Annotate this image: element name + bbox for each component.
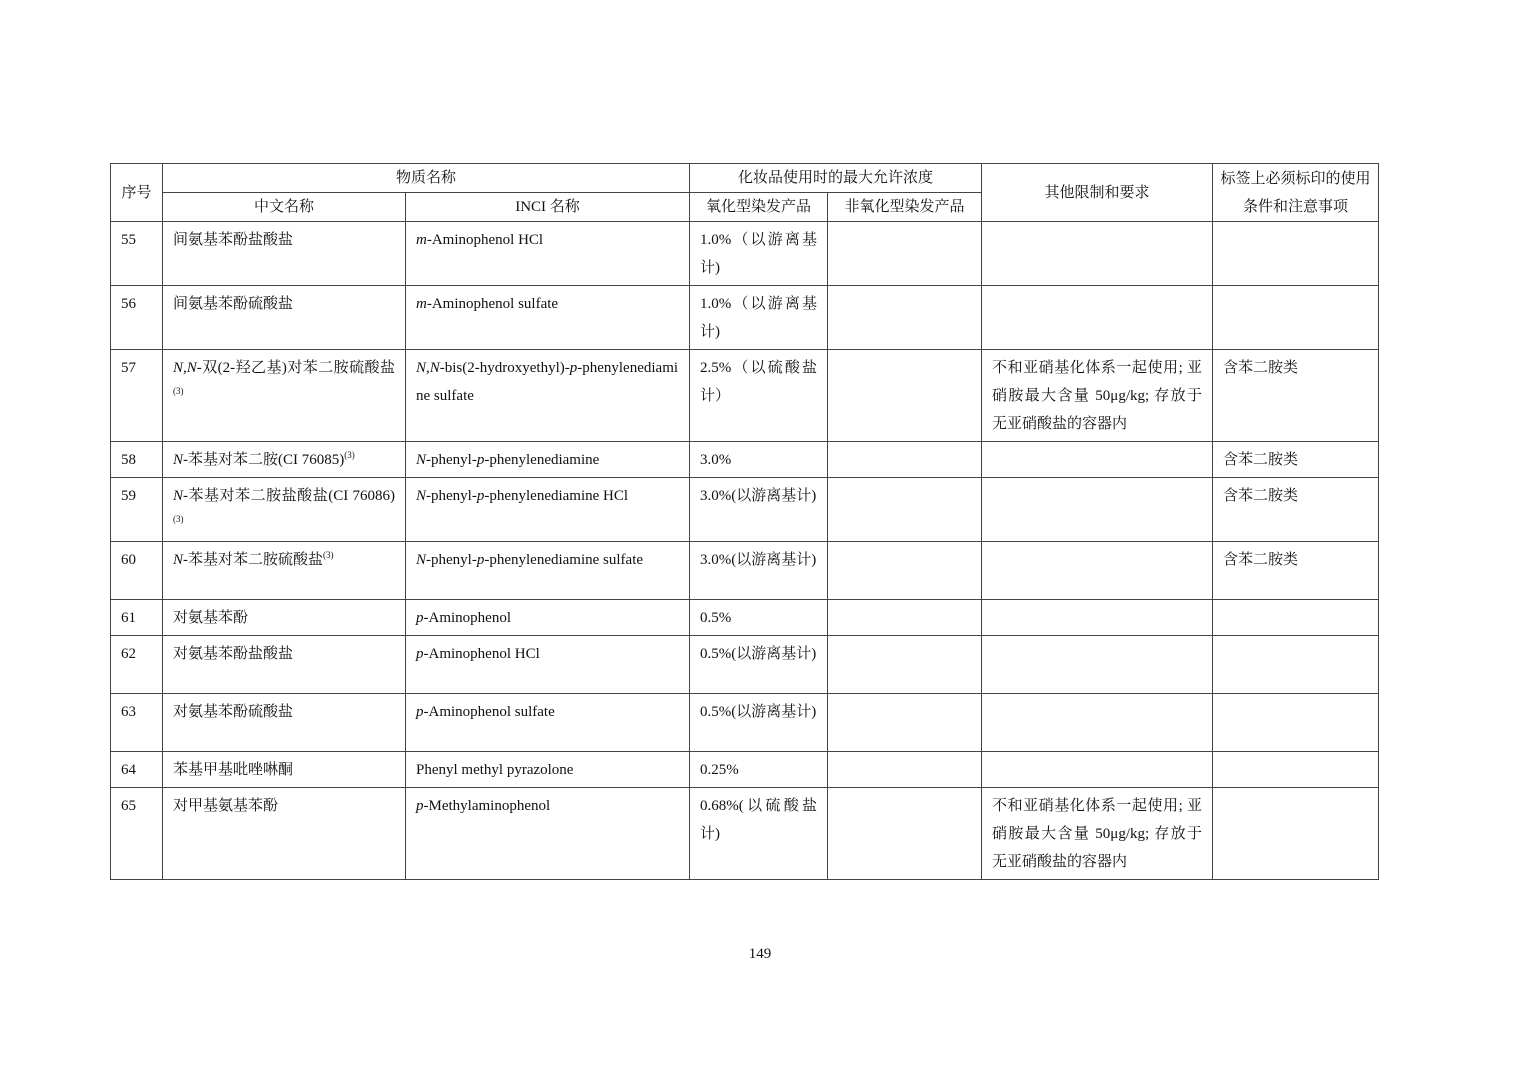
inci-prefix: N xyxy=(416,552,427,568)
table-row xyxy=(111,442,1379,478)
row-number: 61 xyxy=(111,600,163,636)
header-inci-name: INCI 名称 xyxy=(406,193,690,222)
chinese-name-cell xyxy=(163,222,406,286)
other-limits xyxy=(982,636,1213,694)
inci-name: -Aminophenol sulfate xyxy=(426,296,559,312)
inci-name: -Methylaminophenol xyxy=(423,798,551,814)
other-limits: 不和亚硝基化体系一起使用; 亚硝胺最大含量 50μg/kg; 存放于无亚硝酸盐的容器内 xyxy=(982,350,1213,442)
table-row xyxy=(111,788,1379,880)
row-number: 55 xyxy=(111,222,163,286)
chinese-name-cell xyxy=(163,542,406,600)
table-row xyxy=(111,222,1379,286)
chinese-name: 对氨基苯酚 xyxy=(173,610,249,626)
inci-name-cell xyxy=(406,694,690,752)
table-row xyxy=(111,600,1379,636)
chinese-name: 苯基对苯二胺硫酸盐 xyxy=(188,552,324,568)
inci-middle: -phenyl- xyxy=(426,488,477,504)
other-limits xyxy=(982,478,1213,542)
row-number: 65 xyxy=(111,788,163,880)
header-non-oxidative: 非氧化型染发产品 xyxy=(828,193,982,222)
inci-prefix: N xyxy=(416,488,427,504)
inci-name: Phenyl methyl pyrazolone xyxy=(416,762,574,778)
inci-name-cell xyxy=(406,442,690,478)
label-conditions xyxy=(1213,694,1379,752)
header-label-conditions: 标签上必须标印的使用条件和注意事项 xyxy=(1213,164,1379,222)
non-oxidative-concentration xyxy=(828,350,982,442)
chinese-name-cell xyxy=(163,442,406,478)
chinese-name-prefix: N- xyxy=(173,488,188,504)
non-oxidative-concentration xyxy=(828,788,982,880)
table-row xyxy=(111,542,1379,600)
inci-name-cell xyxy=(406,286,690,350)
oxidative-concentration: 0.25% xyxy=(690,752,828,788)
footnote-marker: (3) xyxy=(173,514,184,524)
non-oxidative-concentration xyxy=(828,636,982,694)
label-conditions xyxy=(1213,788,1379,880)
oxidative-concentration: 1.0%（以游离基计) xyxy=(690,286,828,350)
chinese-name-cell xyxy=(163,350,406,442)
chinese-name-prefix: N,N- xyxy=(173,360,202,376)
oxidative-concentration: 0.68%(以硫酸盐计) xyxy=(690,788,828,880)
oxidative-concentration: 0.5% xyxy=(690,600,828,636)
non-oxidative-concentration xyxy=(828,752,982,788)
other-limits xyxy=(982,222,1213,286)
non-oxidative-concentration xyxy=(828,600,982,636)
row-number: 58 xyxy=(111,442,163,478)
label-conditions xyxy=(1213,600,1379,636)
oxidative-concentration: 3.0%(以游离基计) xyxy=(690,542,828,600)
inci-name: -phenylenediamine sulfate xyxy=(484,552,644,568)
other-limits xyxy=(982,600,1213,636)
inci-name-cell xyxy=(406,478,690,542)
header-chinese-name: 中文名称 xyxy=(163,193,406,222)
other-limits: 不和亚硝基化体系一起使用; 亚硝胺最大含量 50μg/kg; 存放于无亚硝酸盐的容器内 xyxy=(982,788,1213,880)
table-row xyxy=(111,694,1379,752)
inci-name-cell xyxy=(406,600,690,636)
inci-name-cell xyxy=(406,788,690,880)
non-oxidative-concentration xyxy=(828,478,982,542)
chinese-name: 对氨基苯酚硫酸盐 xyxy=(173,704,294,720)
oxidative-concentration: 0.5%(以游离基计) xyxy=(690,636,828,694)
footnote-marker: (3) xyxy=(323,550,334,560)
inci-prefix-2: p xyxy=(569,360,578,376)
chinese-name-prefix: N- xyxy=(173,552,188,568)
inci-prefix: p xyxy=(416,704,424,720)
inci-name: -phenylenediamine HCl xyxy=(484,488,629,504)
row-number: 64 xyxy=(111,752,163,788)
chinese-name-cell xyxy=(163,478,406,542)
label-conditions: 含苯二胺类 xyxy=(1213,478,1379,542)
other-limits xyxy=(982,442,1213,478)
inci-prefix-2: p xyxy=(476,452,485,468)
non-oxidative-concentration xyxy=(828,286,982,350)
row-number: 62 xyxy=(111,636,163,694)
footnote-marker: (3) xyxy=(173,386,184,396)
chinese-name: 苯基甲基吡唑啉酮 xyxy=(173,762,294,778)
non-oxidative-concentration xyxy=(828,442,982,478)
inci-prefix: p xyxy=(416,610,424,626)
chinese-name: 间氨基苯酚盐酸盐 xyxy=(173,232,294,248)
other-limits xyxy=(982,286,1213,350)
inci-name: -phenylenediamine sulfate xyxy=(416,360,679,404)
chinese-name-cell xyxy=(163,752,406,788)
chinese-name-cell xyxy=(163,286,406,350)
chinese-name: 对甲基氨基苯酚 xyxy=(173,798,279,814)
inci-prefix: p xyxy=(416,798,424,814)
non-oxidative-concentration xyxy=(828,694,982,752)
row-number: 59 xyxy=(111,478,163,542)
label-conditions: 含苯二胺类 xyxy=(1213,442,1379,478)
inci-name: -Aminophenol xyxy=(423,610,511,626)
non-oxidative-concentration xyxy=(828,222,982,286)
inci-prefix-2: p xyxy=(476,552,485,568)
substance-table xyxy=(110,163,1379,880)
chinese-name-cell xyxy=(163,694,406,752)
chinese-name-cell xyxy=(163,600,406,636)
header-other-limits: 其他限制和要求 xyxy=(982,164,1213,222)
table-row xyxy=(111,286,1379,350)
label-conditions: 含苯二胺类 xyxy=(1213,542,1379,600)
inci-name: -Aminophenol sulfate xyxy=(423,704,555,720)
header-substance-name: 物质名称 xyxy=(163,164,690,193)
label-conditions xyxy=(1213,752,1379,788)
label-conditions: 含苯二胺类 xyxy=(1213,350,1379,442)
table-row xyxy=(111,636,1379,694)
inci-name: -Aminophenol HCl xyxy=(423,646,540,662)
non-oxidative-concentration xyxy=(828,542,982,600)
inci-prefix: m xyxy=(416,232,427,248)
inci-middle: -phenyl- xyxy=(426,452,477,468)
inci-name-cell xyxy=(406,350,690,442)
inci-name-cell xyxy=(406,222,690,286)
header-oxidative: 氧化型染发产品 xyxy=(690,193,828,222)
chinese-name: 间氨基苯酚硫酸盐 xyxy=(173,296,294,312)
row-number: 56 xyxy=(111,286,163,350)
table-row xyxy=(111,350,1379,442)
label-conditions xyxy=(1213,222,1379,286)
inci-middle: -phenyl- xyxy=(426,552,477,568)
chinese-name-prefix: N- xyxy=(173,452,188,468)
oxidative-concentration: 3.0% xyxy=(690,442,828,478)
header-max-concentration: 化妆品使用时的最大允许浓度 xyxy=(690,164,982,193)
row-number: 63 xyxy=(111,694,163,752)
chinese-name-cell xyxy=(163,788,406,880)
inci-prefix: m xyxy=(416,296,427,312)
label-conditions xyxy=(1213,636,1379,694)
chinese-name: 对氨基苯酚盐酸盐 xyxy=(173,646,294,662)
inci-name-cell xyxy=(406,636,690,694)
oxidative-concentration: 0.5%(以游离基计) xyxy=(690,694,828,752)
oxidative-concentration: 2.5%（以硫酸盐计） xyxy=(690,350,828,442)
footnote-marker: (3) xyxy=(344,450,355,460)
other-limits xyxy=(982,542,1213,600)
row-number: 57 xyxy=(111,350,163,442)
inci-name-cell xyxy=(406,752,690,788)
inci-prefix: N xyxy=(416,452,427,468)
inci-prefix: N,N xyxy=(416,360,440,376)
row-number: 60 xyxy=(111,542,163,600)
table-row xyxy=(111,478,1379,542)
chinese-name: 双(2-羟乙基)对苯二胺硫酸盐 xyxy=(201,360,395,376)
table-row xyxy=(111,752,1379,788)
other-limits xyxy=(982,694,1213,752)
oxidative-concentration: 1.0%（以游离基计) xyxy=(690,222,828,286)
inci-name: -Aminophenol HCl xyxy=(426,232,544,248)
chinese-name: 苯基对苯二胺(CI 76085) xyxy=(188,452,345,468)
inci-prefix: p xyxy=(416,646,424,662)
inci-name: -phenylenediamine xyxy=(484,452,600,468)
oxidative-concentration: 3.0%(以游离基计) xyxy=(690,478,828,542)
other-limits xyxy=(982,752,1213,788)
label-conditions xyxy=(1213,286,1379,350)
chinese-name: 苯基对苯二胺盐酸盐(CI 76086) xyxy=(188,488,395,504)
page-number: 149 xyxy=(748,946,772,962)
inci-prefix-2: p xyxy=(476,488,485,504)
inci-middle: -bis(2-hydroxyethyl)- xyxy=(439,360,570,376)
inci-name-cell xyxy=(406,542,690,600)
chinese-name-cell xyxy=(163,636,406,694)
header-no: 序号 xyxy=(111,164,163,222)
